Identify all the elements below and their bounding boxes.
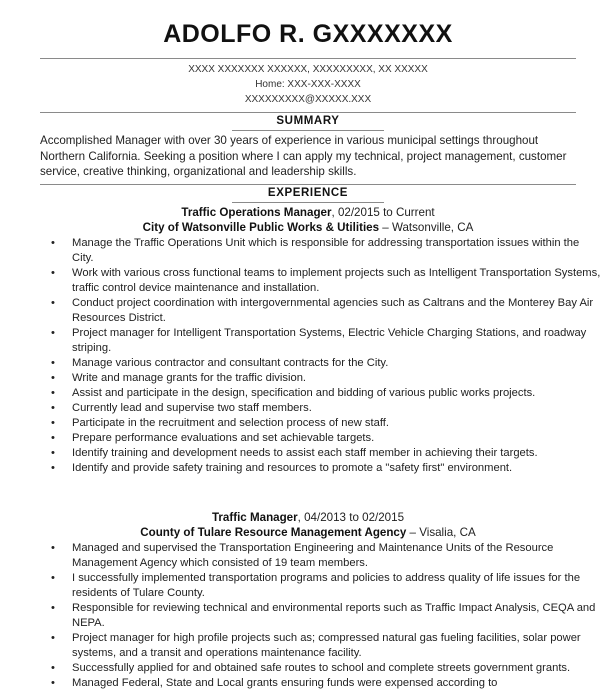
contact-address: XXXX XXXXXXX XXXXXX, XXXXXXXXX, XX XXXXX	[188, 64, 428, 75]
list-item: • Identify and provide safety training and resources to promote a "safety first" environment.	[72, 461, 602, 476]
list-item: • Participate in the recruitment and selection process of new staff.	[72, 416, 602, 431]
list-item: • Identify training and development needs to assist each staff member in achieving their targets.	[72, 446, 602, 461]
list-item: • Responsible for reviewing technical and environmental reports such as Traffic Impact Analysis, CEQA and NEPA.	[72, 601, 602, 631]
job-employer-line	[0, 526, 616, 539]
job-title: Traffic Manager	[211, 511, 298, 524]
list-item: • Work with various cross functional teams to implement projects such as Intelligent Transportation Systems, traffic control device maintenance and installation.	[72, 266, 602, 296]
candidate-name: ADOLFO R. GXXXXXXX	[163, 20, 453, 48]
job-location: – Visalia, CA	[406, 526, 476, 539]
job-title-line	[0, 206, 616, 219]
job-bullet-list	[42, 236, 602, 476]
job-dates: , 02/2015 to Current	[331, 206, 435, 219]
list-item: • Project manager for high profile projects such as; compressed natural gas fueling facilities, solar power systems, and a transit and operations maintenance facility.	[72, 631, 602, 661]
summary-underline	[232, 130, 384, 131]
summary-text: Accomplished Manager with over 30 years of experience in various municipal settings throughout Northern California. Seeking a position where I can apply my technical, project management, customer service, creative thinking, organizational and leadership skills.	[40, 134, 567, 178]
list-item: • Prepare performance evaluations and set achievable targets.	[72, 431, 602, 446]
list-item: • Write and manage grants for the traffic division.	[72, 371, 602, 386]
job-title-line	[0, 511, 616, 524]
list-item: • Project manager for Intelligent Transportation Systems, Electric Vehicle Charging Stations, and roadway striping.	[72, 326, 602, 356]
list-item: • Managed Federal, State and Local grants ensuring funds were expensed according to	[72, 676, 602, 691]
list-item: • Successfully applied for and obtained safe routes to school and complete streets government grants.	[72, 661, 602, 676]
summary-divider	[40, 112, 576, 113]
job-bullet-list	[42, 541, 602, 691]
job-title: Traffic Operations Manager	[181, 206, 332, 219]
list-item: • Managed and supervised the Transportation Engineering and Maintenance Units of the Resource Management Agency which consisted of 19 team members.	[72, 541, 602, 571]
job-employer: City of Watsonville Public Works & Utilities	[142, 221, 380, 234]
job-employer: County of Tulare Resource Management Agency	[140, 526, 407, 539]
experience-heading: EXPERIENCE	[267, 187, 349, 199]
experience-underline	[232, 202, 384, 203]
list-item: • Assist and participate in the design, specification and bidding of various public works projects.	[72, 386, 602, 401]
job-dates: , 04/2013 to 02/2015	[297, 511, 405, 524]
list-item: • I successfully implemented transportation programs and policies to address quality of life issues for the residents of Tulare County.	[72, 571, 602, 601]
contact-email: XXXXXXXXX@XXXXX.XXX	[244, 94, 372, 105]
list-item: • Currently lead and supervise two staff members.	[72, 401, 602, 416]
header-divider	[40, 58, 576, 59]
job-employer-line	[0, 221, 616, 234]
list-item: • Conduct project coordination with intergovernmental agencies such as Caltrans and the Monterey Bay Air Resources District.	[72, 296, 602, 326]
list-item: • Manage the Traffic Operations Unit which is responsible for addressing transportation issues within the City.	[72, 236, 602, 266]
contact-phone: Home: XXX-XXX-XXXX	[255, 79, 361, 90]
job-location: – Watsonville, CA	[379, 221, 474, 234]
summary-heading: SUMMARY	[276, 115, 340, 127]
experience-divider	[40, 184, 576, 185]
list-item: • Manage various contractor and consultant contracts for the City.	[72, 356, 602, 371]
